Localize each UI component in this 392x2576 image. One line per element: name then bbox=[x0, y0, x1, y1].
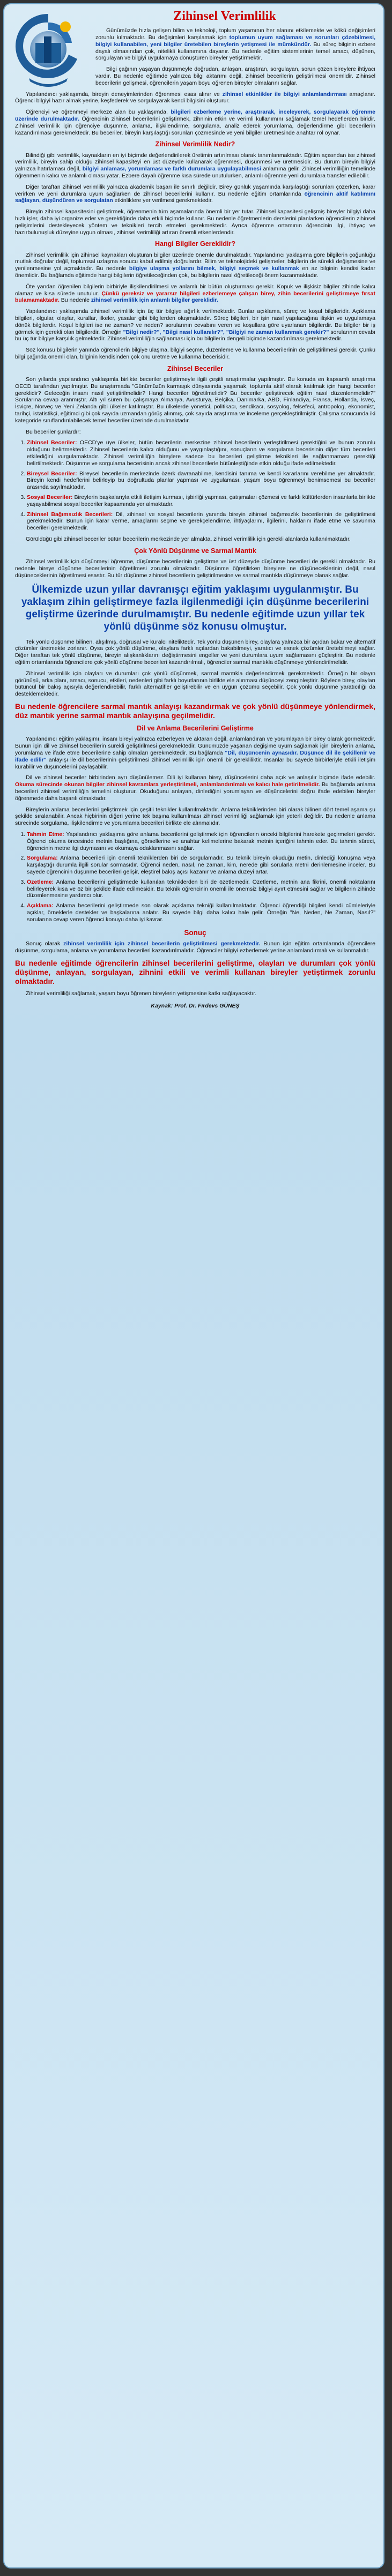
section5-paragraph-1: Zihinsel verimlilik için düşünmeyi öğrenme, düşünme becerilerinin geliştirme ve üst düzeyde düşünme becerileri de gerekli olmaktadır. Bu nedenle bireye düşünme becerilerinin öğretilmesi zorunlu olmaktadır. Düşünme öğretilirken bireylere ne düşüneceklerinin değil, nasıl düşüneceklerinin öğretilmesi esastır. Bu tür düşünme zihinsel becerilerin geliştirilmesine ve sarmal mantıkla düşünmeye olanak sağlar. bbox=[15, 558, 375, 579]
list-item bbox=[27, 511, 375, 532]
text: Öğrencinin zihinsel becerilerini geliştirmek, zihninin etkin ve verimli kullanımını sağlamak temel hedeflerden biridir. Zihinsel verimlilik için öğrenciye düşünme, anlama, ilişkilendirme, sorgulama, analiz ederek yorumlama, değerlendirme gibi becerilerin kazandırılması gerekmektedir. Bu beceriler, bireyin karşılaştığı sorunları çözmesinde ve yeni bilgiler üretmesinde anahtar rol oynar. bbox=[15, 116, 375, 136]
section5-paragraph-2: Tek yönlü düşünme bilinen, alışılmış, doğrusal ve kuralcı niteliktedir. Tek yönlü düşünen birey, olaylara yalnızca bir açıdan bakar ve alternatif çözümler üretmekte zorlanır. Oysa çok yönlü düşünme, olaylara farklı açılardan bakabilmeyi, yaratıcı ve esnek çözümler üretebilmeyi sağlar. Diğer taraftan tek yönlü düşünme, bireyin alışkanlıklarını değiştirmesini engeller ve yeni durumlara uyum sağlamasını güçleştirir. Bu nedenle eğitim ortamlarında öğrencilere çok yönlü düşünme becerileri kazandırılmalı, öğrenciler sarmal mantıkla düşünmeye yönlendirilmelidir. bbox=[15, 638, 375, 666]
section-heading-language: Dil ve Anlama Becerilerini Geliştirme bbox=[137, 725, 254, 733]
item-label: Zihinsel Beceriler: bbox=[27, 439, 77, 446]
section2-paragraph-2 bbox=[15, 184, 375, 204]
text: Bu nedenle bbox=[59, 297, 91, 304]
list-item bbox=[27, 902, 375, 923]
emphasis: Çünkü gereksiz ve yararsız bilgileri ezberlemeye çalışan birey, zihin becerilerini geliştirmeye fırsat bulamamaktadır. bbox=[15, 290, 375, 304]
section7-paragraph-2: Zihinsel verimliliği sağlamak, yaşam boyu öğrenen bireylerin yetişmesine katkı sağlayacaktır. bbox=[26, 990, 257, 997]
text: Öte yandan öğrenilen bilgilerin birbiriyle ilişkilendirilmesi ve anlamlı bir bütün oluşturması gerekir. Kopuk ve ilişkisiz bilgiler zihinde kalıcı olamaz ve kısa sürede unutulur. bbox=[15, 283, 375, 297]
intro-paragraph-3 bbox=[15, 91, 375, 105]
text: Bu süreç bilginin ezbere dayalı olmasından çok, nitelikli kullanımına dayanır. Bu nedenle eğitim sistemlerinin temel amacı, düşünen, sorgulayan ve bilgiyi uygulamaya dönüştüren bireyler yetiştirmektir. bbox=[95, 41, 376, 62]
section4-paragraph-2: Bu beceriler şunlardır: bbox=[26, 428, 81, 435]
section7-paragraph-1 bbox=[15, 940, 375, 954]
section3-paragraph-4: Söz konusu bilgilerin yanında öğrencilerin bilgiye ulaşma, bilgiyi seçme, düzenleme ve kullanma becerilerinin de geliştirilmesi gerekir. Çünkü bilgi çağında önemli olan, bilginin kendisinden çok onu üretme ve kullanma becerisidir. bbox=[15, 347, 375, 361]
skills-list bbox=[15, 439, 375, 532]
text: etkinliklere yer verilmesi gerekmektedir. bbox=[113, 197, 213, 204]
section3-paragraph-3 bbox=[15, 308, 375, 342]
text: Yapılandırıcı yaklaşımda zihinsel verimlilik için üç tür bilgiye ağırlık verilmektedir. Bunlar açıklama, süreç ve koşul bilgileridir. Açıklama bilgileri, olgular, olaylar, kurallar, ilkeler, yasalar gibi bilgilerden oluşmaktadır. Süreç bilgileri, bir işin nasıl yapılacağına ilişkin ve uygulamaya dönük bilgilerdir. Koşul bilgileri ise ne zaman? ve neden? sorularının cevabını veren ve koşullara göre uyarlanan bilgilerdir. Bu bilgiler bir iş görmek için gerekli olan bilgilerdir. Örneğin bbox=[15, 308, 375, 335]
item-text: Bireylerin başkalarıyla etkili iletişim kurması, işbirliği yapması, çatışmaları çözmesi ve farklı kültürlerden insanlarla birlikte yaşayabilmesi sosyal beceriler kapsamında yer almaktadır. bbox=[27, 494, 376, 507]
text: amaçlanır. Öğrenci bilgiyi hazır almak yerine, keşfederek ve sorgulayarak kendi bilgisini oluşturur. bbox=[15, 91, 375, 104]
section4-paragraph-3: Görüldüğü gibi zihinsel beceriler bütün becerilerin merkezinde yer almakta, zihinsel verimlilik için gerekli alanlarda kullanılmaktadır. bbox=[26, 536, 351, 543]
section6-paragraph-3: Bireylerin anlama becerilerini geliştirmek için çeşitli teknikler kullanılmaktadır. Anlama tekniklerinden biri olarak bilinen dört temel aşama şu şekilde sıralanabilir. Ancak hiçbirinin diğeri yerine tek başına kullanılması zihinsel verimliliği sağlamak için yeterli değildir. Bu nedenle anlama sürecinde sorgulama, ilişkilendirme ve yorumlama becerileri birlikte ele alınmalıdır. bbox=[15, 806, 375, 827]
list-item bbox=[27, 855, 375, 875]
highlight: bilgiye ulaşma yollarını bilmek, bilgiyi seçmek ve kullanmak bbox=[129, 265, 299, 272]
text: Bunun için eğitim ortamlarında öğrencilere düşünme, sorgulama, anlama ve yorumlama becerileri kazandırılmalıdır. Öğrenciler bilgiyi ezberlemek yerine anlamlandırmalı ve kullanmalıdır. bbox=[15, 940, 375, 954]
item-text: OECD'ye üye ülkeler, bütün becerilerin merkezine zihinsel becerilerin yerleştirilmesi gerektiğini ve bunun zorunlu olduğunu belirtmektedir. Zihinsel becerilerin kalıcı olduğunu ve yaygınlaştığını, sonuçların ve sorgulama becerisinin diğer tüm becerileri etkilediğini vurgulamaktadır. Zihinsel verimliliğin bireylere sadece bu becerileri geliştirme teknikleri ile sağlanmaması gerektiği belirtilmektedir. Düşünme ve sorgulama becerisinin ancak zihinsel becerilerle bütünleştiğinde etkin olduğu ifade edilmektedir. bbox=[27, 439, 375, 467]
item-label: Sorgulama: bbox=[27, 855, 58, 862]
highlight: "Dil, düşüncenin aynasıdır. Düşünce dil ile şekillenir ve ifade edilir" bbox=[15, 750, 375, 763]
highlight: bilgiyi anlaması, yorumlaması ve farklı durumlara uygulayabilmesi bbox=[82, 166, 261, 173]
text: en az bilginin kendisi kadar önemlidir. Bu bağlamda eğitimde hangi bilgilerin öğretileceğinden çok, bu bilgilerin nasıl öğretileceği önem kazanmaktadır. bbox=[15, 265, 375, 279]
item-label: Açıklama: bbox=[27, 902, 54, 909]
highlight: toplumun uyum sağlaması ve sorunları çözebilmesi, bilgiyi kullanabilen, yeni bilgiler üretebilen bireylerin yetişmesi ile mümkündür. bbox=[95, 34, 375, 48]
text: sorularının cevabı bu üç tür bilgiye karşılık gelmektedir. Zihinsel verimliliğin sağlanması için bu bilgilerin dengeli biçimde kazandırılması gerekmektedir. bbox=[15, 328, 375, 342]
text: Günümüzde hızla gelişen bilim ve teknoloji, toplum yaşamının her alanını etkilemekte ve kökü değişimleri zorunlu kılmaktadır. Bu değişimleri karşılamak için bbox=[95, 27, 375, 41]
section-heading-skills: Zihinsel Beceriler bbox=[167, 364, 224, 372]
callout-text-red: Bu nedenle eğitimde öğrencilerin zihinsel becerilerini geliştirme, olayları ve durumları çok yönlü düşünme, anlayan, sorgulayan, zihnini etkili ve verimli kullanan bireyler yetiştirmek zorunlu olmaktadır. bbox=[15, 958, 375, 985]
article bbox=[15, 9, 375, 1009]
text: Sonuç olarak bbox=[26, 940, 64, 947]
list-item bbox=[27, 494, 375, 508]
list-item bbox=[27, 439, 375, 467]
section6-paragraph-2 bbox=[15, 774, 375, 802]
item-text: Anlama becerilerini geliştirmede son olarak açıklama tekniği kullanılmaktadır. Öğrenci öğrendiği bilgileri kendi cümleleriyle açıklar, örneklerle destekler ve başkalarına anlatır. Bu sayede bilgi daha kalıcı hale gelir. Örneğin "Ne, Neden, Ne Zaman, Nasıl?" sorularına cevap veren öğrenci konuyu daha iyi kavrar. bbox=[27, 902, 375, 923]
section-heading-conclusion: Sonuç bbox=[184, 928, 206, 937]
highlight: zihinsel verimlilik için anlamlı bilgiler gereklidir. bbox=[91, 297, 218, 304]
item-text: Anlama becerilerini geliştirmede kullanılan tekniklerden biri de özetlemedir. Özetleme, metnin ana fikrini, önemli noktalarını belirleyerek kısa ve öz bir şekilde ifade edilmesidir. Bu teknik öğrencinin önemli ile önemsiz bilgiyi ayırt etmesini sağlar ve bilgilerin zihinde düzenlenmesine yardımcı olur. bbox=[27, 878, 375, 899]
highlight: zihinsel etkinlikler ile bilgiyi anlamlandırması bbox=[222, 91, 347, 98]
item-label: Zihinsel Bağımsızlık Becerileri: bbox=[27, 511, 113, 518]
techniques-list bbox=[15, 831, 375, 923]
section-heading-knowledge: Hangi Bilgiler Gereklidir? bbox=[154, 240, 236, 248]
item-label: Bireysel Beceriler: bbox=[27, 470, 77, 477]
text: Diğer taraftan zihinsel verimlilik yalnızca akademik başarı ile sınırlı değildir. Birey günlük yaşamında karşılaştığı sorunları çözerken, karar verirken ve yeni durumlara uyum sağlarken de zihinsel becerilerini kullanır. Bu nedenle eğitim ortamlarında bbox=[15, 183, 375, 197]
list-item bbox=[27, 831, 375, 852]
item-text: Yapılandırıcı yaklaşıma göre anlama becerilerini geliştirmek için öğrencilerin önceki bilgilerini harekete geçirmeleri gerekir. Öğrenci okuma öncesinde metnin başlığına, görsellerine ve anahtar kelimelerine bakarak metnin içeriğini tahmin eder. Bu tahmin süreci, öğrencinin metne ilgi duymasını ve okumaya odaklanmasını sağlar. bbox=[27, 831, 375, 852]
text: Zihinsel verimlilik için zihinsel kaynakları oluşturan bilgiler üzerinde önemle durulmaktadır. Yapılandırıcı yaklaşıma göre bilgilerin çoğunluğu mutlak doğrular değil, toplumsal uzlaşma sonucu kabul edilmiş doğrulardır. Bilim ve teknolojideki gelişmeler, bilgilerin de sürekli değişmesine ve yenilenmesine yol açmaktadır. Bu nedenle bbox=[15, 251, 375, 272]
highlight: öğrencinin aktif katılımını sağlayan, düşündüren ve sorgulatan bbox=[15, 190, 375, 204]
highlight: bilgileri ezberleme yerine, araştırarak, inceleyerek, sorgulayarak öğrenme üzerinde durulmaktadır. bbox=[15, 109, 375, 123]
section3-paragraph-2 bbox=[15, 283, 375, 304]
callout-text: Ülkemizde uzun yıllar davranışçı eğitim yaklaşımı uygulanmıştır. Bu yaklaşım zihin geliştirmeye fazla ilgilenmediği için düşünme becerilerini geliştirme üzerinde durulmamıştır. Bu nedenle eğitimde uzun yıllar tek yönlü düşünme söz konusu olmuştur. bbox=[21, 584, 369, 632]
section2-paragraph-1 bbox=[15, 152, 375, 180]
section3-paragraph-1 bbox=[15, 252, 375, 279]
item-text: Dil, zihinsel ve sosyal becerilerin yanında bireyin zihinsel bağımsızlık becerilerinin de geliştirilmesi gerekmektedir. Bunun için karar verme, amaçlarını seçme ve gerekçelendirme, ihtiyaçlarını, ilgilerini, haklarını ifade etme ve savunma becerileri gerekmektedir. bbox=[27, 511, 375, 532]
page-title: Zihinsel Verimlilik bbox=[173, 9, 276, 23]
item-label: Tahmin Etme: bbox=[27, 831, 64, 838]
section6-paragraph-1 bbox=[15, 736, 375, 770]
highlight: "Bilgi nedir?", "Bilgi nasıl kullanılır?", "Bilgiyi ne zaman kullanmak gerekir?" bbox=[123, 328, 329, 335]
emphasis: Okuma sürecinde okunan bilgiler zihinsel kavramlara yerleştirilmeli, anlamlandırılmalı ve kalıcı hale getirilmelidir. bbox=[15, 781, 320, 788]
item-text: Bireysel becerilerin merkezinde özerk davranabilme, kendisini tanıma ve kendi kararlarını verebilme yer almaktadır. Bireyin kendi hedeflerini belirleyip bu doğrultuda planlar yapması ve uygulaması, yaşam boyu öğrenmeyi benimsemesi bu beceriler arasında sayılmaktadır. bbox=[27, 470, 376, 491]
text: Yapılandırıcı yaklaşımda, bireyin deneyimlerinden öğrenmesi esas alınır ve bbox=[26, 91, 223, 98]
section5-paragraph-3: Zihinsel verimlilik için olayları ve durumları çok yönlü düşünmek, sarmal mantıkla değerlendirmek gerekmektedir. Örneğin bir olayın görünüşü, arka planı, amacı, sonucu, etkileri, nedenleri gibi farklı boyutlarının birlikte ele alınması düşünceyi zenginleştirir. Böylece birey, olayları bütüncül bir bakış açısıyla değerlendirebilir, farklı alternatifler geliştirebilir ve en uygun çözümü seçebilir. Çok yönlü düşünme yaratıcılığı da desteklemektedir. bbox=[15, 670, 375, 698]
text: Öğrenciyi ve öğrenmeyi merkeze alan bu yaklaşımda, bbox=[26, 109, 171, 116]
list-item bbox=[27, 471, 375, 491]
callout-text-red: Bu nedenle öğrencilere sarmal mantık anlayışı kazandırmak ve çok yönlü düşünmeye yönlendirmek, düz mantık yerine sarmal mantık anlayışına geçilmelidir. bbox=[15, 702, 375, 720]
author-credit: Kaynak: Prof. Dr. Fırdevs GÜNEŞ bbox=[151, 1002, 240, 1009]
item-label: Sosyal Beceriler: bbox=[27, 494, 73, 501]
section1-paragraph-1 bbox=[15, 109, 375, 136]
highlight: zihinsel verimlilik için zihinsel becerilerin geliştirilmesi gerekmektedir. bbox=[63, 940, 261, 947]
section4-paragraph-1: Son yıllarda yapılandırıcı yaklaşımla birlikte beceriler geliştirmeyle ilgili çeşitli araştırmalar yapılmıştır. Bu konuda en kapsamlı araştırma OECD tarafından yapılmıştır. Bu araştırmada "Günümüzün karmaşık dünyasında yaşamak, toplumla aktif olarak katılmak için hangi beceriler gereklidir? Geleceğin insanı nasıl yetiştirilmelidir? Hangi beceriler öğretilmelidir? Bu beceriler geliştirecek eğitim nasıl düzenlenmelidir?" Sorularına cevap aranmıştır. Altı yıl süren bu çalışmaya Almanya, Avusturya, Belçika, Danimarka, ABD, Finlandiya, Fransa, Hollanda, İsveç, İsviçre, Norveç ve Yeni Zelanda gibi ülkeler katılmıştır. Bu ülkelerde yönetici, politikacı, sendikacı, sosyolog, felsefeci, antropolog, ekonomist, tarihçi, istatistikçi, eğitimci gibi çok sayıda uzmandan görüş alınmış, çok sayıda araştırma ve inceleme gerçekleştirilmiştir. Çalışma sonucunda iki kategoride sınıflandırılabilecek temel beceriler üzerinde durulmaktadır. bbox=[15, 376, 375, 424]
text: anlamına gelir. Zihinsel verimliliğin temelinde öğrenmenin kalıcı ve anlamlı olması yatar. Ezbere dayalı öğrenme kısa sürede unutulurken, anlamlı öğrenme yeni durumlara transfer edilebilir. bbox=[15, 166, 375, 180]
text: Dil ve zihinsel beceriler birbirinden ayrı düşünülemez. Dili iyi kullanan birey, düşüncelerini daha açık ve anlaşılır biçimde ifade edebilir. bbox=[26, 774, 375, 781]
text: Bilindiği gibi verimlilik, kaynakların en iyi biçimde değerlendirilerek üretimin artırılması olarak tanımlanmaktadır. Eğitim açısından ise zihinsel verimlilik, bireyin sahip olduğu zihinsel kapasiteyi en üst düzeyde kullanarak öğrenmesi, düşünmesi ve üretmesidir. Bu durum bireyin bilgiyi yalnızca hatırlaması değil, bbox=[15, 152, 375, 173]
intro-paragraph-1 bbox=[15, 27, 375, 62]
section-heading-what-is: Zihinsel Verimlilik Nedir? bbox=[155, 140, 235, 148]
item-text: Anlama becerileri için önemli tekniklerden biri de sorgulamadır. Bu teknik bireyin okuduğu metin, dinlediği konuşma veya karşılaştığı durumla ilgili sorular sormasıdır. Öğrenci neden, nasıl, ne zaman, kim, nerede gibi sorularla metni derinlemesine inceler. Bu sayede öğrencinin düşünme becerileri gelişir, eleştirel bakış açısı kazanır ve anlama düzeyi artar. bbox=[27, 855, 375, 875]
intro-paragraph-2: Bilgi çağının yaşayan düşünmeyle doğrudan, anlaşan, araştıran, sorgulayan, sorun çözen bireylere ihtiyacı vardır. Bu nedenle eğitimde yalnızca bilgi aktarımı değil, zihinsel becerilerin geliştirilmesi önemlidir. Zihinsel becerilerin gelişmesi, öğrencilerin yaşam boyu öğrenen bireyler olmalarını sağlar. bbox=[95, 66, 375, 86]
item-label: Özetleme: bbox=[27, 878, 54, 885]
page bbox=[3, 3, 384, 2568]
text: Bu bağlamda anlama becerileri zihinsel verimliliğin temelini oluşturur. Okuduğunu anlayan, dinlediğini yorumlayan ve düşüncelerini doğru ifade edebilen bireyler öğrenmede daha başarılı olmaktadır. bbox=[15, 781, 376, 802]
section-heading-thinking: Çok Yönlü Düşünme ve Sarmal Mantık bbox=[134, 547, 256, 555]
section2-paragraph-3: Bireyin zihinsel kapasitesini geliştirmek, öğrenmenin tüm aşamalarında önemli bir yer tutar. Zihinsel kapasitesi gelişmiş bireyler bilgiyi daha hızlı işler, daha iyi organize eder ve gerektiğinde daha etkili biçimde kullanır. Bu nedenle öğretmenlerin derslerini planlarken öğrencilerin zihinsel gelişimlerini destekleyecek yöntem ve teknikleri tercih etmeleri gerekmektedir. Ayrıca öğrenme ortamının öğrencinin ilgi, ihtiyaç ve hazırbulunuşluk düzeyine uygun olması, zihinsel verimliliği artıran önemli etkenlerdendir. bbox=[15, 208, 375, 236]
list-item bbox=[27, 879, 375, 899]
text: Yapılandırıcı eğitim yaklaşımı, insanı bireyi yalnızca ezberleyen ve aktaran değil, anlamlandıran ve yorumlayan bir birey olarak görmektedir. Bunun için dil ve zihinsel becerilerin sürekli geliştirilmesi gerekmektedir. Günümüzde yaşanan değişime uyum sağlamak için bireylerin anlama, yorumlama ve ifade etme becerilerine sahip olmaları gerekmektedir. Bu bağlamda bbox=[15, 736, 375, 757]
text: anlayışı ile dil becerilerinin geliştirilmesi zihinsel verimlilik için önemli bir gerekliliktir. İnsanlar bu sayede birbirleriyle etkili iletişim kurabilir ve düşüncelerini paylaşabilir. bbox=[15, 756, 375, 770]
